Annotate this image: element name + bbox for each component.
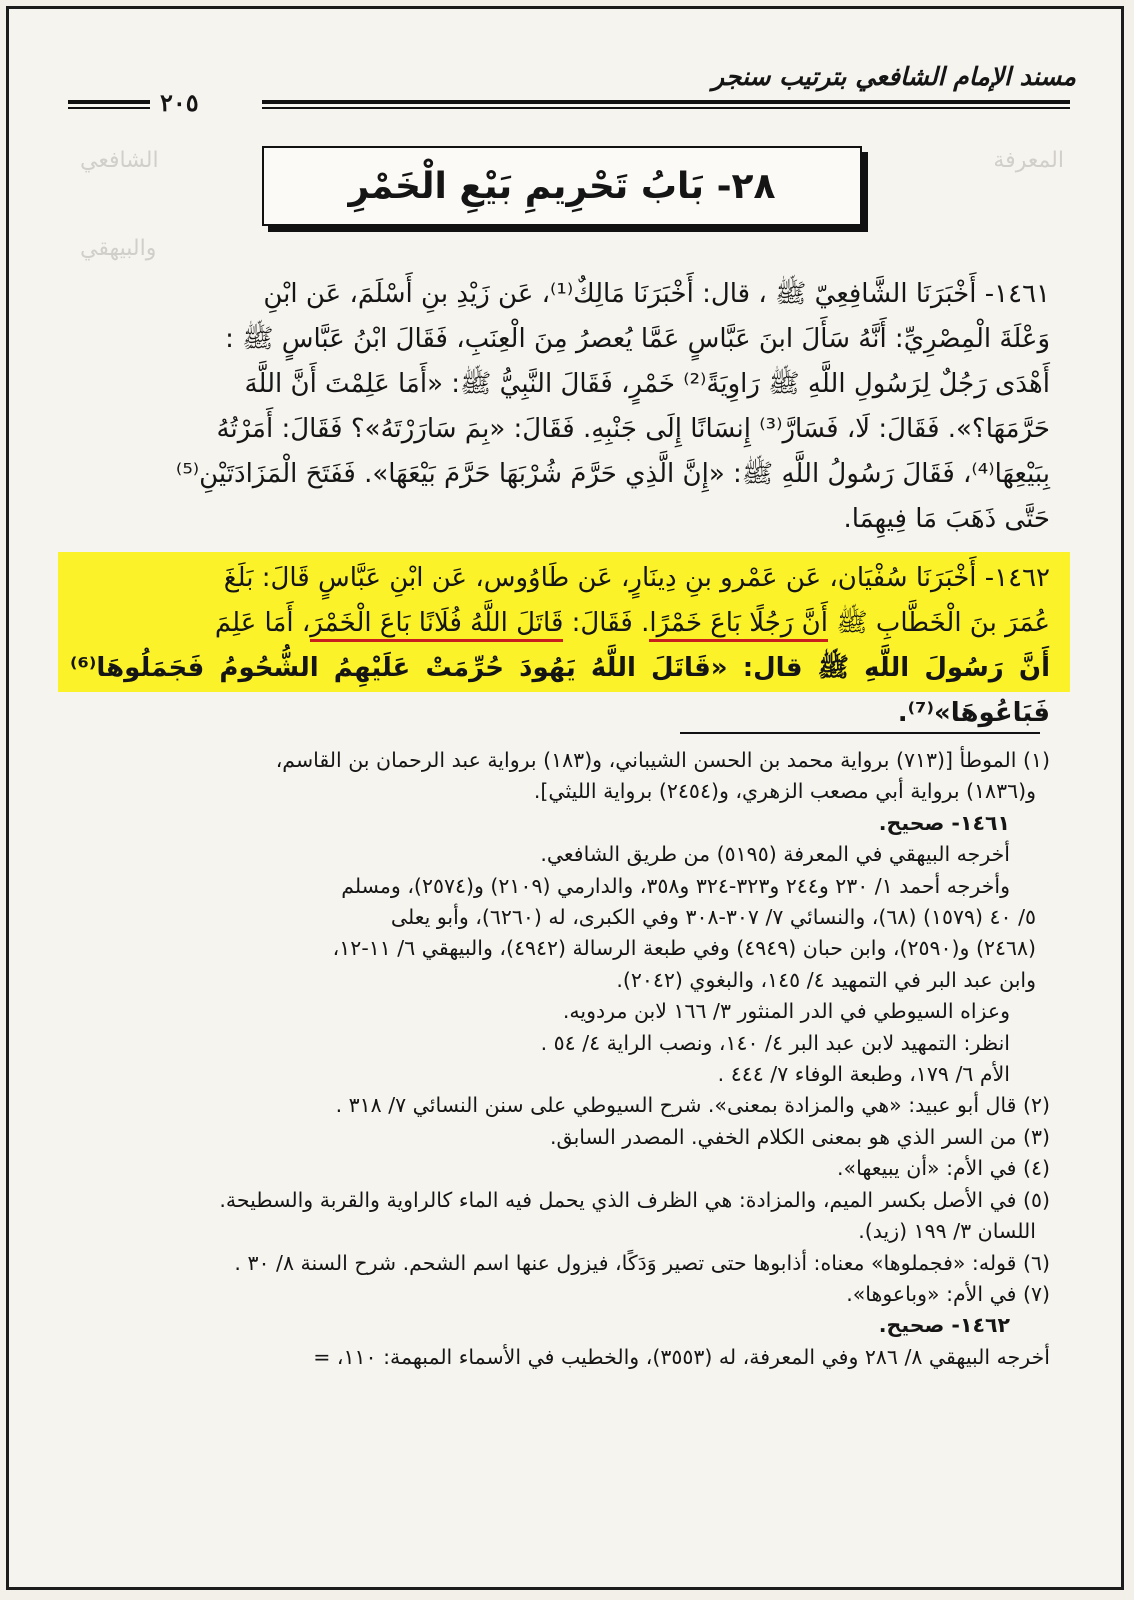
header-rule-left xyxy=(68,100,152,109)
chapter-heading-box xyxy=(262,146,862,226)
hadith-line: حَتَّى ذَهَبَ مَا فِيهِمَا. xyxy=(843,504,1050,534)
hadith-line xyxy=(70,601,1050,646)
footnote-separator xyxy=(680,732,1040,734)
footnote-5: (٥) في الأصل بكسر الميم، والمزادة: هي الظرف الذي يحمل فيه الماء كالراوية والقربة والسطيحة. xyxy=(219,1187,1050,1212)
footnote-6: (٦) قوله: «فجملوها» معناه: أذابوها حتى تصير وَدَكًا، فيزول عنها اسم الشحم. شرح السنة ٨/ ٣٠ . xyxy=(234,1250,1050,1275)
footnote-3: (٣) من السر الذي هو بمعنى الكلام الخفي. المصدر السابق. xyxy=(549,1124,1050,1149)
running-title: مسند الإمام الشافعي بترتيب سنجر xyxy=(712,62,1076,91)
footnote-2: (٢) قال أبو عبيد: «هي والمزادة بمعنى». شرح السيوطي على سنن النسائي ٧/ ٣١٨ . xyxy=(335,1093,1050,1118)
takhrij-line: وعزاه السيوطي في الدر المنثور ٣/ ١٦٦ لابن مردويه. xyxy=(562,999,1010,1024)
takhrij-line: وأخرجه أحمد ١/ ٢٣٠ و٢٤٤ و٣٢٣-٣٢٤ و٣٥٨، والدارمي (٢١٠٩) و(٢٥٧٤)، ومسلم xyxy=(341,873,1010,898)
text-segment: عُمَرَ بنَ الْخَطَّابِ ﷺ xyxy=(827,608,1050,638)
takhrij-line: انظر: التمهيد لابن عبد البر ٤/ ١٤٠، ونصب الراية ٤/ ٥٤ . xyxy=(540,1030,1010,1055)
text-segment: ، أَمَا عَلِمَ xyxy=(214,608,311,638)
hadith-line: وَعْلَةَ الْمِصْرِيِّ: أَنَّهُ سَأَلَ ابنَ عَبَّاسٍ عَمَّا يُعصرُ مِنَ الْعِنَبِ، فَقَالَ ابْنُ عَبَّاسٍ ﷺ : xyxy=(225,324,1050,354)
page-number: ٢٠٥ xyxy=(150,88,209,117)
grade-1462: ١٤٦٢- صحيح. xyxy=(878,1313,1010,1338)
footnote-7: (٧) في الأم: «وباعوها». xyxy=(846,1281,1050,1306)
takhrij-line: (٢٤٦٨) و(٢٥٩٠)، وابن حبان (٤٩٤٩) وفي طبعة الرسالة (٤٩٤٢)، والبيهقي ٦/ ١١-١٢، xyxy=(332,936,1036,961)
hadith-line: ١٤٦٢- أَخْبَرَنَا سُفْيَان، عَن عَمْرو بنِ دِينَارٍ، عَن طَاوُوس، عَن ابْنِ عَبَّاسٍ قَالَ: بَلَغَ xyxy=(223,563,1050,593)
takhrij-line: ٥/ ٤٠ (١٥٧٩) (٦٨)، والنسائي ٧/ ٣٠٧-٣٠٨ وفي الكبرى، له (٦٢٦٠)، وأبو يعلى xyxy=(390,905,1036,930)
footnote-5-cont: اللسان ٣/ ١٩٩ (زيد). xyxy=(858,1219,1036,1244)
bleed-through: والبيهقي xyxy=(80,236,157,261)
hadith-1462 xyxy=(70,556,1050,736)
footnote-1: (١) الموطأ [(٧١٣) برواية محمد بن الحسن الشيباني، و(١٨٣) برواية عبد الرحمان بن القاسم، xyxy=(275,748,1050,772)
footnotes xyxy=(60,745,1050,1373)
bleed-through: المعرفة xyxy=(993,148,1064,173)
hadith-1461 xyxy=(70,272,1050,542)
underlined-phrase: أَنَّ رَجُلًا بَاعَ خَمْرًا xyxy=(649,608,828,642)
hadith-line: حَرَّمَهَا؟». فَقَالَ: لَا، فَسَارَّ⁽³⁾ إِنسَانًا إِلَى جَنْبِهِ. فَقَالَ: «بِمَ سَارَرْتَهُ»؟ فَقَالَ: أَمَرْتُهُ xyxy=(216,414,1050,444)
footnote-1-cont: و(١٨٣٦) برواية أبي مصعب الزهري، و(٢٤٥٤) برواية الليثي]. xyxy=(533,779,1036,804)
takhrij-line: أخرجه البيهقي في المعرفة (٥١٩٥) من طريق الشافعي. xyxy=(540,842,1010,867)
hadith-line: ١٤٦١- أَخْبَرَنَا الشَّافِعِيّ ﷺ ، قال: أَخْبَرَنَا مَالِكٌ⁽¹⁾، عَن زَيْدِ بنِ أَسْلَمَ، عَن ابْنِ xyxy=(263,279,1050,309)
takhrij-line: الأم ٦/ ١٧٩، وطبعة الوفاء ٧/ ٤٤٤ . xyxy=(717,1062,1010,1087)
bleed-through: الشافعي xyxy=(80,148,159,173)
grade-1461: ١٤٦١- صحيح. xyxy=(878,810,1010,835)
takhrij-line: وابن عبد البر في التمهيد ٤/ ١٤٥، والبغوي (٢٠٤٢). xyxy=(616,967,1036,992)
hadith-line: أَهْدَى رَجُلٌ لِرَسُولِ اللَّهِ ﷺ رَاوِيَةً⁽²⁾ خَمْرٍ، فَقَالَ النَّبِيُّ ﷺ: «أَمَا عَلِمْتَ أَنَّ اللَّهَ xyxy=(244,369,1050,399)
hadith-line: أَنَّ رَسُولَ اللَّهِ ﷺ قال: «قَاتَلَ اللَّهُ يَهُودَ حُرِّمَتْ عَلَيْهِمُ الشُّحُومُ فَجَمَلُوهَا⁽⁶⁾ فَبَاعُوهَا»⁽⁷⁾. xyxy=(70,653,1050,728)
footnote-4: (٤) في الأم: «أن يبيعها». xyxy=(837,1156,1050,1181)
hadith-line: بِبَيْعِهَا⁽⁴⁾، فَقَالَ رَسُولُ اللَّهِ ﷺ: «إِنَّ الَّذِي حَرَّمَ شُرْبَهَا حَرَّمَ بَيْعَهَا». فَفَتَحَ الْمَزَادَتَيْنِ⁽⁵⁾ xyxy=(175,459,1050,489)
header-rule-right xyxy=(262,100,1070,109)
takhrij-line: أخرجه البيهقي ٨/ ٢٨٦ وفي المعرفة، له (٣٥٥٣)، والخطيب في الأسماء المبهمة: ١١٠، = xyxy=(313,1344,1050,1369)
underlined-phrase: قَاتَلَ اللَّهُ فُلَانًا بَاعَ الْخَمْرَ xyxy=(310,608,563,642)
text-segment: . فَقَالَ: xyxy=(563,608,650,638)
chapter-title: ٢٨- بَابُ تَحْرِيمِ بَيْعِ الْخَمْرِ xyxy=(348,165,776,207)
